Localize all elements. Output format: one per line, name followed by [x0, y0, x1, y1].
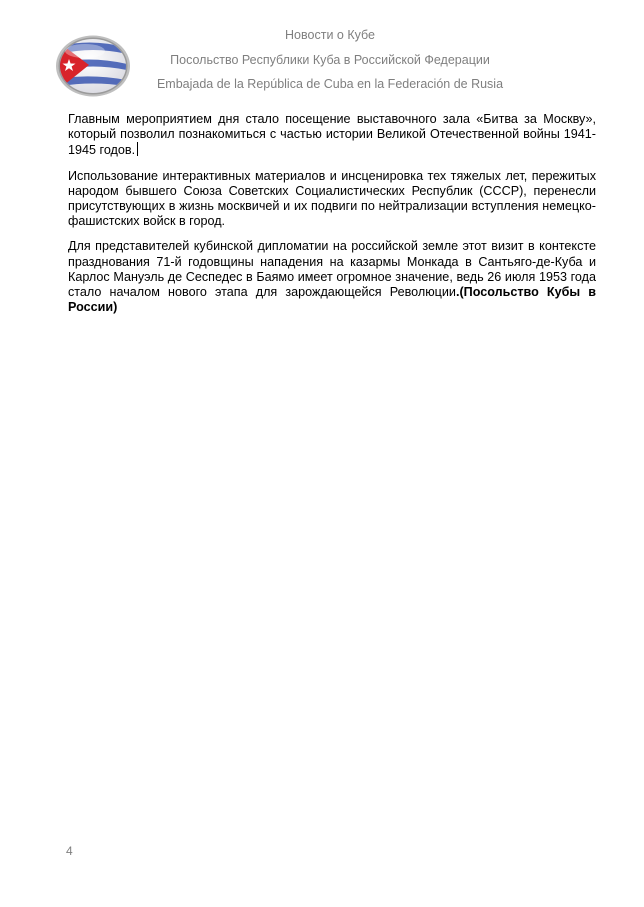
paragraph-text: Для представителей кубинской дипломатии на российской земле этот визит в контексте празднования 71-й годовщины нападения на казармы Монкада в Сантьяго-де-Куба и Карлос Мануэль де Сеспедес в Баямо имеет огромное значение, ведь 26 июля 1953 года стало началом нового этапа для зарождающейся Революции: [68, 239, 596, 300]
paragraph-text: Главным мероприятием дня стало посещение выставочного зала «Битва за Москву», который позволил познакомиться с частью истории Великой Отечественной войны 1941-1945 годов.: [68, 112, 596, 158]
document-header: [0, 0, 644, 100]
article-body: [68, 112, 596, 325]
header-text-block: [130, 26, 530, 100]
page-number: 4: [66, 844, 73, 858]
paragraph: [68, 239, 596, 315]
paragraph: [68, 112, 596, 159]
header-embassy-russian: Посольство Республики Куба в Российской Федерации: [170, 52, 490, 67]
header-title: Новости о Кубе: [285, 28, 375, 42]
text-cursor: [137, 142, 138, 156]
paragraph: Использование интерактивных материалов и инсценировка тех тяжелых лет, пережитых народом бывшего Союза Советских Социалистических Республик (СССР), перенесли присутствующих в жизнь москвичей и их подвиги по нейтрализации вступления немецко-фашистских войск в город.: [68, 168, 596, 229]
cuba-flag-logo-icon: [55, 35, 131, 97]
header-embassy-spanish: Embajada de la República de Cuba en la Federación de Rusia: [156, 77, 504, 91]
source-attribution: .(Посольство Кубы в России): [68, 285, 596, 315]
